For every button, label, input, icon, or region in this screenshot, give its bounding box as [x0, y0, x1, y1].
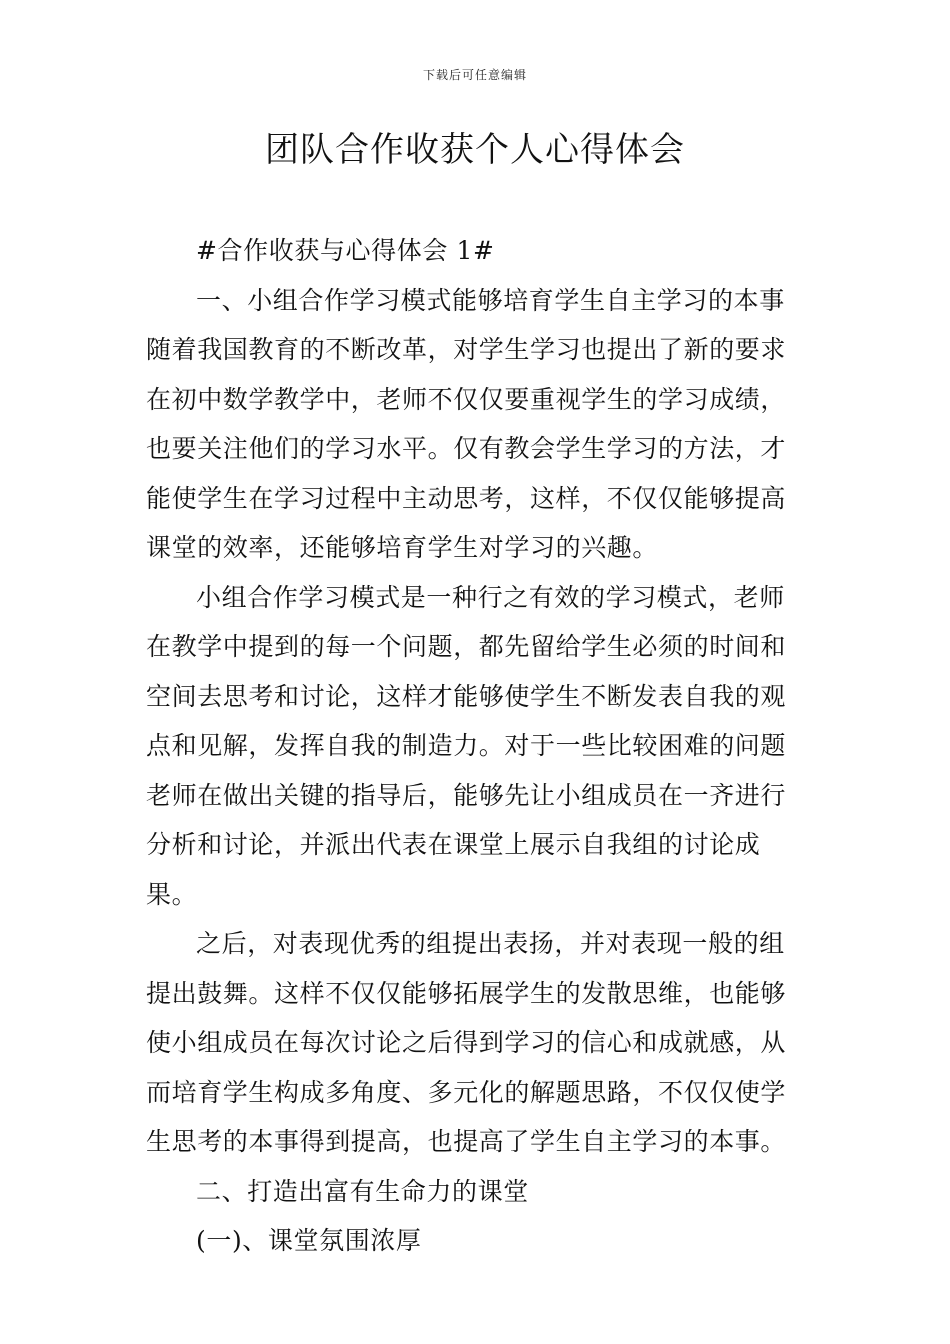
paragraph: 之后，对表现优秀的组提出表扬，并对表现一般的组提出鼓舞。这样不仅仅能够拓展学生的发散思维，也能够使小组成员在每次讨论之后得到学习的信心和成就感，从而培育学生构成多角度、多元化的解题思路，不仅仅使学生思考的本事得到提高，也提高了学生自主学习的本事。: [146, 929, 787, 1156]
section-heading: 二、打造出富有生命力的课堂: [196, 1176, 529, 1206]
paragraph: 一、小组合作学习模式能够培育学生自主学习的本事随着我国教育的不断改革，对学生学习也提出了新的要求在初中数学教学中，老师不仅仅要重视学生的学习成绩，也要关注他们的学习水平。仅有教会学生学习的方法，才能使学生在学习过程中主动思考，这样，不仅仅能够提高课堂的效率，还能够培育学生对学习的兴趣。: [146, 285, 787, 562]
subsection-heading: (一)、课堂氛围浓厚: [196, 1226, 422, 1255]
section-heading: #合作收获与心得体会 1#: [196, 236, 495, 265]
document-title: 团队合作收获个人心得体会: [265, 130, 685, 170]
paragraph: 小组合作学习模式是一种行之有效的学习模式，老师在教学中提到的每一个问题，都先留给学生必须的时间和空间去思考和讨论，这样才能够使学生不断发表自我的观点和见解，发挥自我的制造力。对于一些比较困难的问题老师在做出关键的指导后，能够先让小组成员在一齐进行分析和讨论，并派出代表在课堂上展示自我组的讨论成果。: [146, 582, 787, 909]
document-body: [146, 226, 806, 1266]
header-note: 下载后可任意编辑: [422, 68, 527, 82]
